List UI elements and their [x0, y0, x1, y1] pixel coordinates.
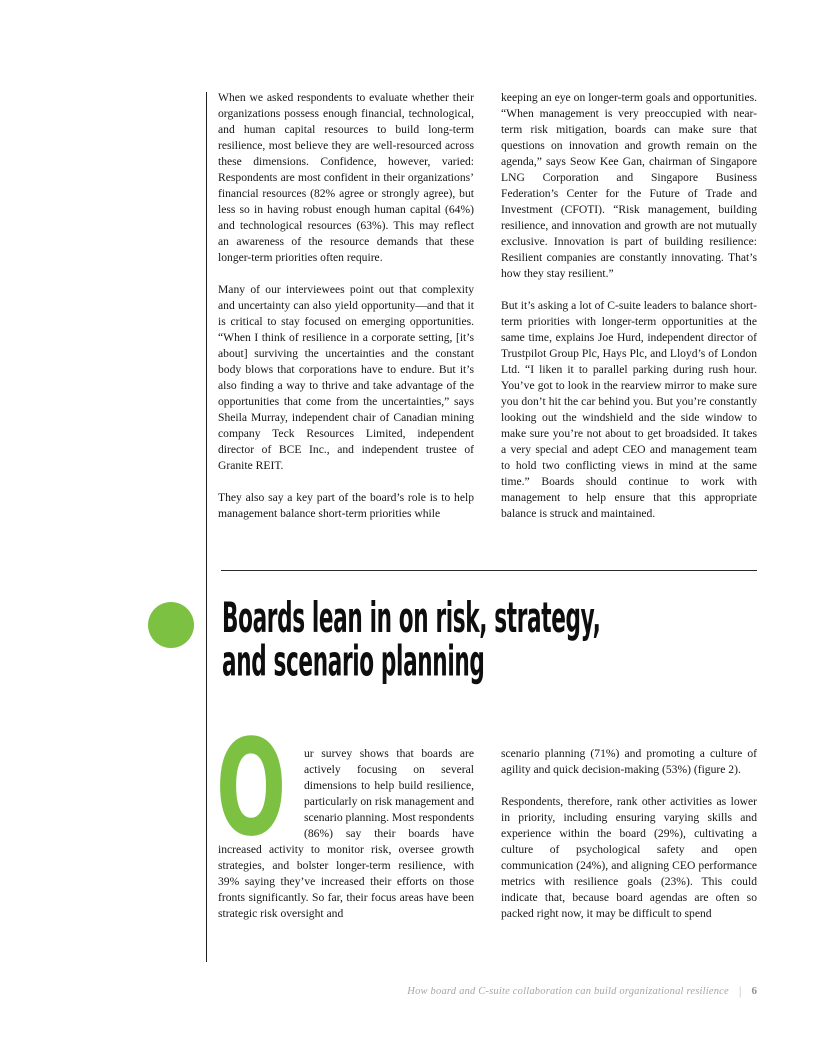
- section-heading-line1: Boards lean in on risk, strategy,: [222, 594, 601, 644]
- paragraph: But it’s asking a lot of C-suite leaders to balance short-term priorities with longer-term opportunities at the same time, explains Joe Hurd, independent director of Trustpilot Group Plc, Hays Plc, and Lloyd’s of London Ltd. “I liken it to parallel parking during rush hour. You’ve got to look in the rearview mirror to make sure you don’t hit the car behind you. But you’re constantly looking out the windshield and the side window to make sure you’re not about to get broadsided. It takes a very special and adept CEO and management team to hold two conflicting views in mind at the same time.” Boards should continue to work with management to help ensure that this appropriate balance is struck and maintained.: [501, 299, 757, 520]
- body-section: [216, 712, 757, 922]
- intro-section: [218, 90, 757, 522]
- paragraph: Many of our interviewees point out that complexity and uncertainty can also yield opportunity—and that it is critical to stay focused on emerging opportunities. “When I think of resilience in a corporate setting, [it’s about] surviving the uncertainties and the constant body blows that corporations have to endure. But it’s also finding a way to thrive and take advantage of the opportunities that come from the uncertainties,” says Sheila Murray, independent chair of Canadian mining company Teck Resources Limited, independent director of BCE Inc., and independent trustee of Granite REIT.: [218, 283, 474, 472]
- intro-left-column: [218, 90, 474, 522]
- paragraph: scenario planning (71%) and promoting a culture of agility and quick decision-making (53%) (figure 2).: [501, 747, 757, 776]
- dropcap-container: [216, 712, 304, 866]
- footer-separator: |: [738, 983, 742, 998]
- paragraph: keeping an eye on longer-term goals and opportunities. “When management is very preoccupied with near-term risk mitigation, boards can make sure that questions on innovation and growth remain on the agenda,” says Seow Kee Gan, chairman of Singapore LNG Corporation and Singapore Business Federation’s Center for the Future of Trade and Investment (CFOTI). “Risk management, building resilience, and innovation and growth are not mutually exclusive. Innovation is part of building resilience: Resilient companies are constantly innovating. That’s how they stay resilient.”: [501, 91, 757, 280]
- paragraph: Respondents, therefore, rank other activities as lower in priority, including ensuring varying skills and experience within the board (29%), cultivating a culture of psychological safety and open communication (24%), and aligning CEO performance metrics with resilience goals (23%). This could indicate that, because board agendas are often so packed right now, it may be difficult to spend: [501, 795, 757, 920]
- section-heading: [222, 594, 601, 687]
- dropcap-letter: O: [216, 712, 287, 866]
- green-circle-bullet: [148, 602, 194, 648]
- left-vertical-rule: [206, 92, 207, 962]
- intro-right-column: [501, 90, 757, 522]
- paragraph: They also say a key part of the board’s role is to help management balance short-term priorities while: [218, 491, 474, 520]
- paragraph-with-dropcap: [216, 712, 475, 922]
- paragraph-text: ur survey shows that boards are actively focusing on several dimensions to help build resilience, particularly on risk management and scenario planning. Most respondents (86%) say their boards have increased activity to monitor risk, oversee growth strategies, and bolster longer-term resilience, with 39% saying they’ve increased their efforts on those fronts significantly. So far, their focus areas have been strategic risk oversight and: [218, 747, 475, 920]
- page-footer: [407, 983, 757, 999]
- section-heading-line2: and scenario planning: [222, 637, 485, 687]
- body-left-column: [216, 712, 475, 922]
- body-right-column: [501, 746, 757, 922]
- footer-page-number: 6: [751, 985, 757, 997]
- footer-document-title: How board and C-suite collaboration can build organizational resilience: [407, 985, 729, 997]
- paragraph: When we asked respondents to evaluate whether their organizations possess enough financial, technological, and human capital resources to build long-term resilience, most believe they are well-resourced across these dimensions. Confidence, however, varied: Respondents are most confident in their organizations’ financial resources (82% agree or strongly agree), but less so in having robust enough human capital (64%) and technological resources (63%). This may reflect an awareness of the resource demands that these longer-term priorities often require.: [218, 91, 474, 264]
- section-divider-rule: [221, 570, 757, 571]
